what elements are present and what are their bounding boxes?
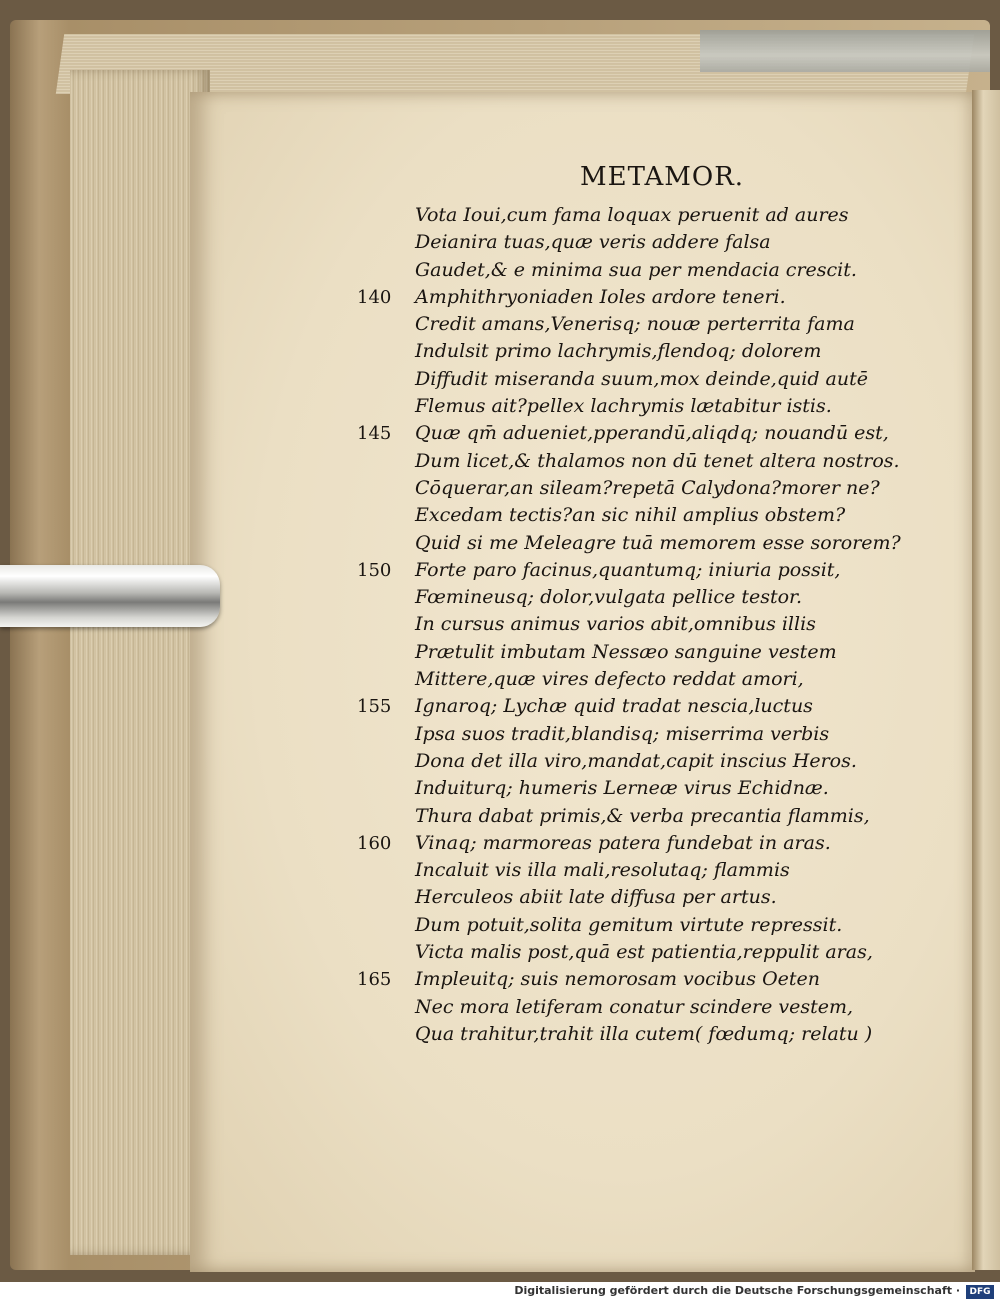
line-text: Gaudet,& e minima sua per mendacia crescit. xyxy=(415,258,857,281)
verse-line xyxy=(357,666,957,693)
line-text: Mittere,quæ vires defecto reddat amori, xyxy=(415,668,804,691)
line-text: Incaluit vis illa mali,resolutaq; flammis xyxy=(415,859,790,882)
line-text: Nec mora letiferam conatur scindere vestem, xyxy=(415,995,854,1018)
line-text: Prætulit imbutam Nessæo sanguine vestem xyxy=(415,640,837,663)
verse-line xyxy=(357,857,957,884)
line-text: Victa malis post,quā est patientia,reppulit aras, xyxy=(415,941,873,964)
line-number: 155 xyxy=(357,696,392,718)
line-text: Quid si me Meleagre tuā memorem esse sororem? xyxy=(415,531,901,554)
verse-line xyxy=(357,830,957,857)
line-text: Qua trahitur,trahit illa cutem( fœdumq; relatu ) xyxy=(415,1022,873,1045)
funding-credit: Digitalisierung gefördert durch die Deutsche Forschungsgemeinschaft · xyxy=(514,1284,960,1297)
verse-line xyxy=(357,994,957,1021)
binding-tape xyxy=(700,30,990,72)
verse-line xyxy=(357,693,957,720)
verse-line xyxy=(357,311,957,338)
line-text: Credit amans,Venerisq; nouæ perterrita fama xyxy=(415,313,855,336)
line-text: Impleuitq; suis nemorosam vocibus Oeten xyxy=(415,968,821,991)
line-number: 145 xyxy=(357,423,392,445)
line-text: Indulsit primo lachrymis,flendoq; dolorem xyxy=(415,340,822,363)
line-text: Cōquerar,an sileam?repetā Calydona?morer ne? xyxy=(415,476,880,499)
verse-line xyxy=(357,639,957,666)
verse-line xyxy=(357,721,957,748)
verse-line xyxy=(357,202,957,229)
footer-bar xyxy=(0,1282,1000,1302)
line-text: Induiturq; humeris Lerneæ virus Echidnæ. xyxy=(415,777,829,800)
line-text: Fœmineusq; dolor,vulgata pellice testor. xyxy=(415,586,803,609)
line-number: 150 xyxy=(357,559,392,581)
line-text: Forte paro facinus,quantumq; iniuria possit, xyxy=(415,558,841,581)
line-text: Thura dabat primis,& verba precantia flammis, xyxy=(415,804,870,827)
line-text: Dona det illa viro,mandat,capit inscius Heros. xyxy=(415,749,857,772)
verse-line xyxy=(357,803,957,830)
glass-rod-holder xyxy=(0,565,220,627)
line-text: In cursus animus varios abit,omnibus illis xyxy=(415,613,816,636)
verse-line xyxy=(357,475,957,502)
verse-line xyxy=(357,748,957,775)
line-text: Vinaq; marmoreas patera fundebat in aras. xyxy=(415,831,831,854)
verse-line xyxy=(357,530,957,557)
line-number: 140 xyxy=(357,286,392,308)
line-number: 160 xyxy=(357,832,392,854)
dfg-logo-icon: DFG xyxy=(966,1285,994,1299)
verse-line xyxy=(357,448,957,475)
verse-line xyxy=(357,939,957,966)
verse-line xyxy=(357,338,957,365)
line-text: Dum potuit,solita gemitum virtute repressit. xyxy=(415,913,843,936)
page-stack-left xyxy=(70,70,210,1255)
line-text: Quæ qm̄ adueniet,pperandū,aliqdq; nouandū est, xyxy=(415,422,889,445)
verse-line xyxy=(357,775,957,802)
verse-line xyxy=(357,366,957,393)
verse-line xyxy=(357,912,957,939)
verse-line xyxy=(357,557,957,584)
line-text: Diffudit miseranda suum,mox deinde,quid autē xyxy=(415,367,868,390)
verse-line xyxy=(357,1021,957,1048)
running-header: METAMOR. xyxy=(580,162,745,192)
verse-line xyxy=(357,966,957,993)
verse-line xyxy=(357,584,957,611)
verse-line xyxy=(357,393,957,420)
verse-line xyxy=(357,229,957,256)
verse-line xyxy=(357,502,957,529)
verse-line xyxy=(357,420,957,447)
line-text: Flemus ait?pellex lachrymis lætabitur istis. xyxy=(415,395,832,418)
verse-lines xyxy=(357,202,957,1048)
line-text: Deianira tuas,quæ veris addere falsa xyxy=(415,231,771,254)
line-text: Excedam tectis?an sic nihil amplius obstem? xyxy=(415,504,846,527)
line-number: 165 xyxy=(357,969,392,991)
line-text: Dum licet,& thalamos non dū tenet altera nostros. xyxy=(415,449,900,472)
verse-line xyxy=(357,611,957,638)
line-text: Ipsa suos tradit,blandisq; miserrima verbis xyxy=(415,722,830,745)
verse-line xyxy=(357,884,957,911)
line-text: Ignaroq; Lychæ quid tradat nescia,luctus xyxy=(415,695,813,718)
line-text: Amphithryoniaden Ioles ardore teneri. xyxy=(415,285,786,308)
line-text: Vota Ioui,cum fama loquax peruenit ad aures xyxy=(415,204,849,226)
next-leaf-edge xyxy=(972,90,1000,1270)
verse-line xyxy=(357,257,957,284)
verse-line xyxy=(357,284,957,311)
line-text: Herculeos abiit late diffusa per artus. xyxy=(415,886,777,909)
